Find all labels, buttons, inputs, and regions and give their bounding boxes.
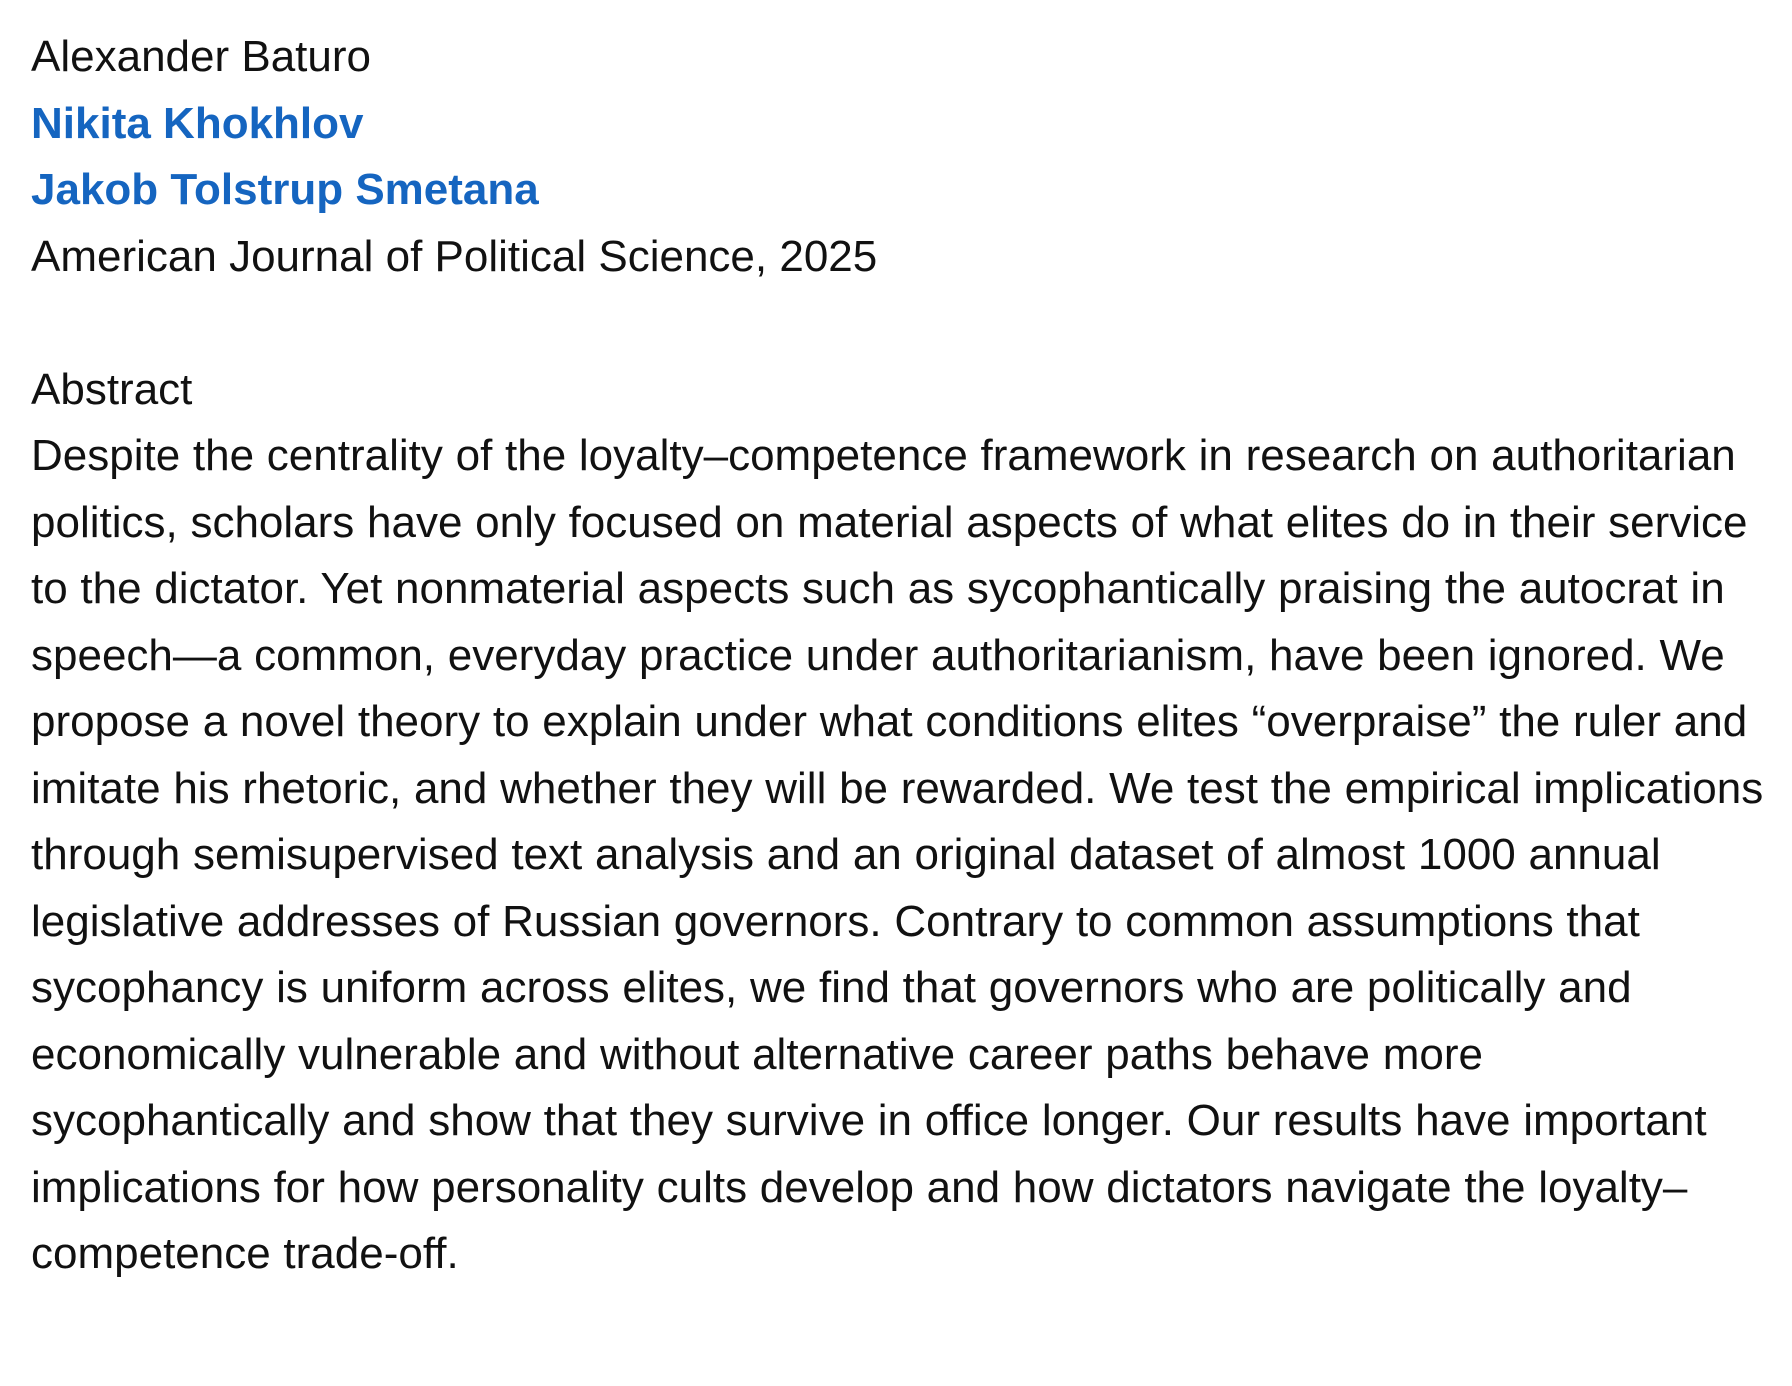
abstract-heading: Abstract (31, 364, 193, 414)
author-link[interactable]: Jakob Tolstrup Smetana (31, 165, 539, 214)
publication-venue: American Journal of Political Science, 2025 (31, 231, 878, 281)
abstract-text: Despite the centrality of the loyalty–competence framework in research on authoritarian politics, scholars have only focused on material aspects of what elites do in their service to the dictator. Yet nonmaterial aspects such as sycophantically praising the autocrat in speech—a common, everyday practice under authoritarianism, have been ignored. We propose a novel theory to explain under what conditions elites “overpraise” the ruler and imitate his rhetoric, and whether they will be rewarded. We test the empirical implications through semisupervised text analysis and an original dataset of almost 1000 annual legislative addresses of Russian governors. Contrary to common assumptions that sycophancy is uniform across elites, we find that governors who are politically and economically vulnerable and without alternative career paths behave more sycophantically and show that they survive in office longer. Our results have important implications for how personality cults develop and how dictators navigate the loyalty–competence trade-off. (31, 431, 1764, 1278)
author-link[interactable]: Nikita Khokhlov (31, 98, 364, 148)
author-name: Alexander Baturo (31, 32, 371, 81)
publication-entry (31, 24, 1776, 1288)
section-spacer (31, 290, 1776, 357)
